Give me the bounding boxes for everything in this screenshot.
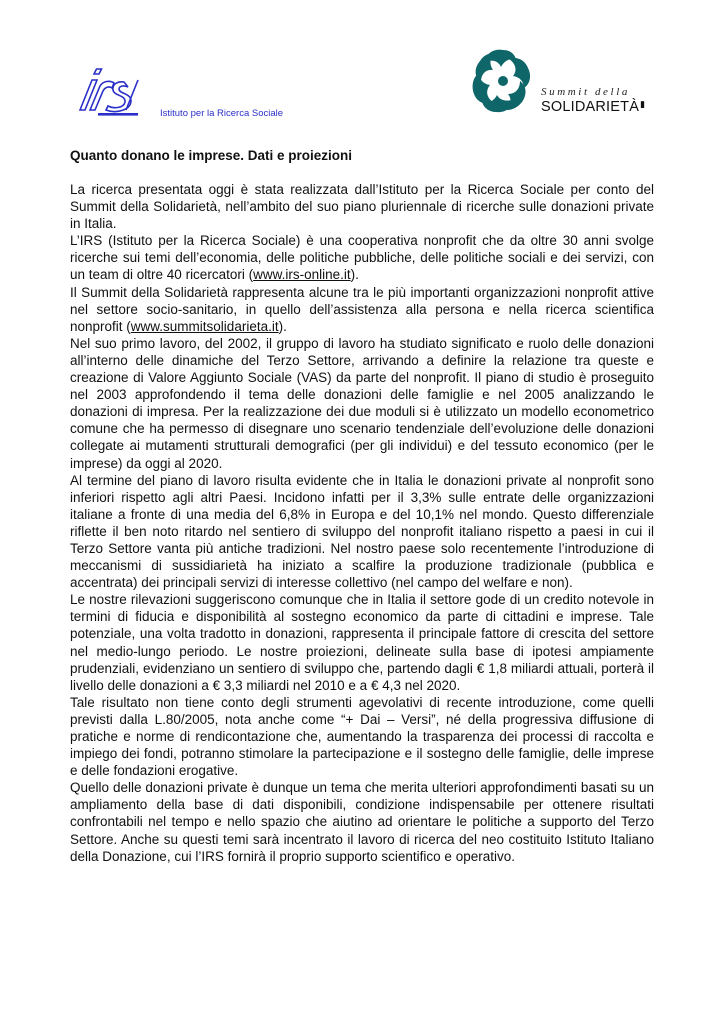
summit-logo: [466, 44, 540, 118]
summit-logo-wordmark: [541, 99, 645, 115]
summit-website-link[interactable]: www.summitsolidarieta.it: [130, 318, 279, 334]
paragraph-summit: [70, 284, 654, 335]
paragraph-irs-text: L’IRS (Istituto per la Ricerca Sociale) è una cooperativa nonprofit che da oltre 30 anni svolge ricerche sui temi dell’economia, delle politiche pubbliche, delle politiche sociali e dei servizi, con un team di oltre 40 ricercatori (: [70, 233, 654, 283]
summit-logo-text: Summit della: [541, 86, 630, 98]
paragraph-summit-end: ).: [278, 318, 287, 334]
irs-logo: [70, 66, 156, 120]
paragraph-first-work: Nel suo primo lavoro, del 2002, il gruppo di lavoro ha studiato significato e ruolo delle donazioni all’interno delle dinamiche del Terzo Settore, arrivando a definire la relazione tra queste e creazione di Valore Aggiunto Sociale (VAS) da parte del nonprofit. Il piano di studio è proseguito nel 2003 approfondendo il tema delle donazioni delle famiglie e nel 2005 analizzando le donazioni di impresa. Per la realizzazione dei due moduli si è utilizzato un modello econometrico comune che ha permesso di disegnare uno scenario tendenziale dell’evoluzione delle donazioni collegate ai mutamenti strutturali demografici (per gli individui) e del tessuto economico (per le imprese) da oggi al 2020.: [70, 335, 654, 471]
irs-caption: Istituto per la Ricerca Sociale: [160, 108, 284, 119]
summit-logo-wordmark-text: SOLIDARIETÀ: [541, 99, 640, 115]
page-title: Quanto donano le imprese. Dati e proiezioni: [70, 148, 353, 163]
paragraph-irs-end: ).: [350, 267, 359, 283]
paragraph-irs: [70, 232, 654, 283]
paragraph-incentives: Tale risultato non tiene conto degli strumenti agevolativi di recente introduzione, come quelli previsti dalla L.80/2005, nota anche come “+ Dai – Versi”, né della progressiva diffusione di pratiche e norme di rendicontazione che, aumentando la trasparenza dei processi di raccolta e impiego dei fondi, potranno stimolare la partecipazione e il sostegno delle famiglie, delle imprese e delle fondazioni erogative.: [70, 694, 654, 779]
trademark-icon: ▮: [640, 99, 646, 109]
paragraph-conclusion: Quello delle donazioni private è dunque un tema che merita ulteriori approfondimenti basati su un ampliamento della base di dati disponibili, condizione indispensabile per ottenere risultati confrontabili nel tempo e nello spazio che aiutino ad orientare le politiche a supporto del Terzo Settore. Anche su questi temi sarà incentrato il lavoro di ricerca del neo costituito Istituto Italiano della Donazione, cui l’IRS fornirà il proprio supporto scientifico e operativo.: [70, 780, 654, 864]
irs-website-link[interactable]: www.irs-online.it: [253, 267, 351, 283]
paragraph-projections: Le nostre rilevazioni suggeriscono comunque che in Italia il settore gode di un credito notevole in termini di fiducia e disponibilità al sostegno economico da parte di cittadini e imprese. Tale potenziale, una volta tradotto in donazioni, rappresenta il principale fattore di crescita del settore nel medio-lungo periodo. Le nostre proiezioni, delineate sulla base di ipotesi ampiamente prudenziali, evidenziano un sentiero di sviluppo che, partendo dagli € 1,8 miliardi attuali, porterà il livello delle donazioni a € 3,3 miliardi nel 2010 e a € 4,3 nel 2020.: [70, 592, 654, 693]
paragraph-summit-text: Il Summit della Solidarietà rappresenta alcune tra le più importanti organizzazioni nonprofit attive nel settore socio-sanitario, in quello dell’assistenza alla persona e nella ricerca scientifica nonprofit (: [70, 284, 654, 334]
paragraph-intro: La ricerca presentata oggi è stata realizzata dall’Istituto per la Ricerca Sociale per conto del Summit della Solidarietà, nell’ambito del suo piano pluriennale di ricerche sulle donazioni private in Italia.: [70, 182, 654, 232]
document-body: [70, 181, 654, 865]
paragraph-results: Al termine del piano di lavoro risulta evidente che in Italia le donazioni private al nonprofit sono inferiori rispetto agli altri Paesi. Incidono infatti per il 3,3% sulle entrate delle organizzazioni italiane a fronte di una media del 6,8% in Europa e del 10,1% nel mondo. Questo differenziale riflette il ben noto ritardo nel sentiero di sviluppo del nonprofit italiano rispetto a paesi in cui il Terzo Settore vanta più antiche tradizioni. Nel nostro paese solo recentemente l’introduzione di meccanismi di sussidiarietà ha iniziato a scalfire la produzione tradizionale (pubblica e accentrata) dei principali servizi di interesse collettivo (nel campo del welfare e non).: [70, 472, 654, 591]
